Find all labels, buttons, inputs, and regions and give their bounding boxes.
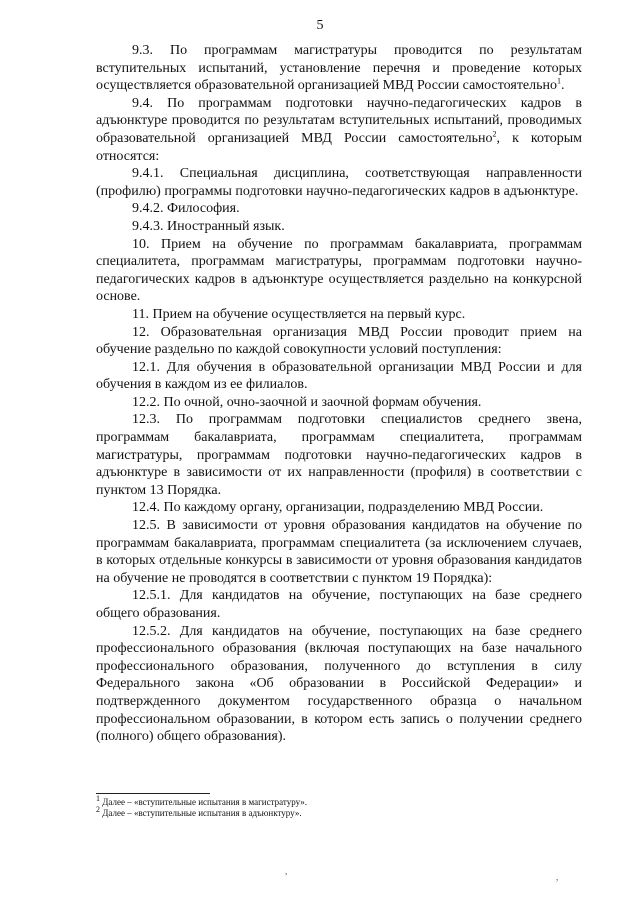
paragraph-9-4: 9.4. По программам подготовки научно-педагогических кадров в адъюнктуре проводится по результатам вступительных испытаний, проводимых образовательной организацией МВД России самостоятельно$^2$, к которым относятся:: [96, 95, 582, 164]
paragraph-9-4-3: 9.4.3. Иностранный язык.: [132, 218, 285, 234]
paragraph-12: 12. Образовательная организация МВД России проводит прием на обучение раздельно по каждой совокупности условий поступления:: [96, 324, 582, 358]
paragraph-12-2: 12.2. По очной, очно-заочной и заочной формам обучения.: [132, 394, 482, 410]
paragraph-12-3: 12.3. По программам подготовки специалистов среднего звена, программам бакалавриата, программам специалитета, программам магистратуры, программам подготовки научно-педагогических кадров в адъюнктуре в зависимости от их направленности (профиля) в соответствии с пунктом 13 Порядка.: [96, 412, 582, 498]
paragraph-9-3: 9.3. По программам магистратуры проводится по результатам вступительных испытаний, установление перечня и проведение которых осуществляется образовательной организацией МВД России самостоятельно$^1$.: [96, 43, 582, 94]
paragraph-12-5-2: 12.5.2. Для кандидатов на обучение, поступающих на базе среднего профессионального образования (включая поступающих на базе начального профессионального образования, полученного до вступления в силу Федерального закона «Об образовании в Российской Федерации» и подтвержденного документом государственного образца о начальном профессиональном образовании, в котором есть запись о получении среднего (полного) общего образования).: [96, 623, 582, 745]
footnote-ref-1: 1: [557, 76, 562, 86]
paragraph-11: 11. Прием на обучение осуществляется на первый курс.: [132, 306, 466, 322]
scan-speck: ,: [556, 872, 559, 882]
footnotes: [96, 794, 582, 819]
footnote-1: 1 Далее – «вступительные испытания в магистратуру».: [96, 794, 308, 807]
footnote-divider: [96, 793, 210, 794]
paragraph-9-4-1: 9.4.1. Специальная дисциплина, соответствующая направленности (профилю) программы подготовки научно-педагогических кадров в адъюнктуре.: [96, 166, 582, 199]
paragraph-12-5-1: 12.5.1. Для кандидатов на обучение, поступающих на базе среднего общего образования.: [96, 588, 582, 621]
paragraph-12-5: 12.5. В зависимости от уровня образования кандидатов на обучение по программам бакалавриата, программам специалитета (за исключением случаев, в которых отдельные конкурсы в зависимости от уровня образования кандидатов на обучение не проводятся в соответствии с пунктом 19 Порядка):: [96, 518, 582, 586]
page-number: 5: [316, 18, 324, 33]
scan-speck: ,: [285, 866, 288, 876]
footnote-ref-2: 2: [492, 129, 497, 139]
paragraph-12-1: 12.1. Для обучения в образовательной организации МВД России и для обучения в каждом из ее филиалов.: [96, 359, 582, 393]
paragraph-12-4: 12.4. По каждому органу, организации, подразделению МВД России.: [132, 500, 544, 516]
paragraph-10: 10. Прием на обучение по программам бакалавриата, программам специалитета, программам магистратуры, программам подготовки научно-педагогических кадров в адъюнктуре осуществляется раздельно на конкурсной основе.: [96, 236, 582, 305]
paragraph-9-4-2: 9.4.2. Философия.: [132, 201, 240, 217]
body-text: [96, 42, 582, 746]
footnote-2: 2 Далее – «вступительные испытания в адъюнктуру».: [96, 805, 302, 818]
